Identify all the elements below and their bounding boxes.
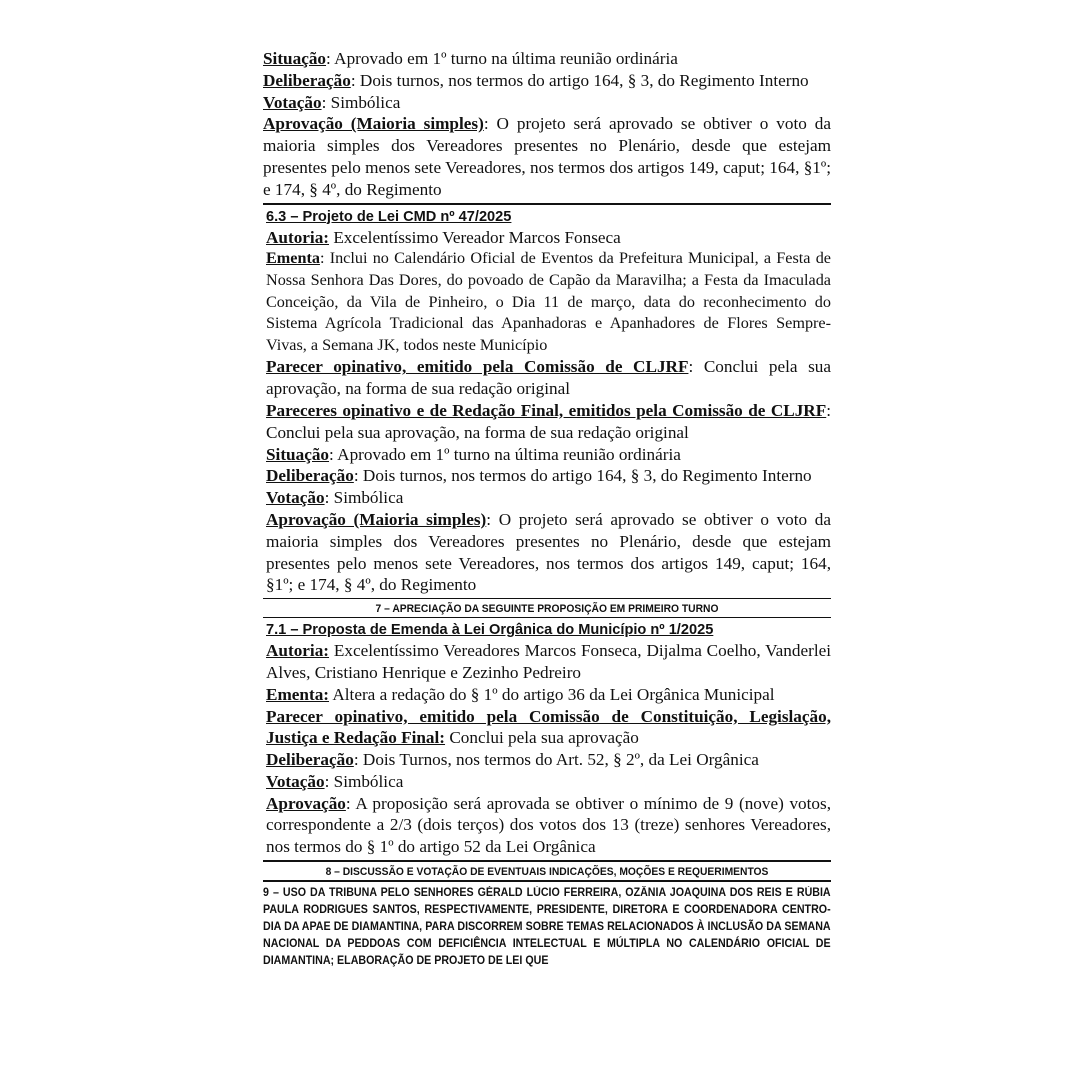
section-divider — [263, 860, 831, 862]
situacao-text: : Aprovado em 1º turno na última reunião ordinária — [329, 444, 681, 464]
aprovacao-text: : O projeto será aprovado se obtiver o voto da maioria simples dos Vereadores presentes no Plenário, desde que estejam presentes pelo menos sete Vereadores, nos termos dos artigos 149, caput; 164, §1º; e 174, § 4º, do Regimento — [263, 114, 831, 199]
ementa-text: : Inclui no Calendário Oficial de Eventos da Prefeitura Municipal, a Festa de Nossa Senhora Das Dores, do povoado de Capão da Maravilha; a Festa da Imaculada Conceição, da Vila de Pinheiro, o Dia 11 de março, data do reconhecimento do Sistema Agrícola Tradicional das Apanhadoras e Apanhadores de Flores Sempre-Vivas, a Semana JK, todos neste Município — [266, 249, 831, 354]
parecer-label: Parecer opinativo, emitido pela Comissão de CLJRF — [266, 357, 689, 377]
ementa-paragraph — [266, 248, 831, 356]
item-7-1-block — [263, 620, 831, 858]
aprovacao-paragraph — [266, 793, 831, 858]
pareceres-paragraph — [266, 400, 831, 444]
deliberacao-text: : Dois turnos, nos termos do artigo 164, § 3, do Regimento Interno — [353, 466, 812, 486]
aprovacao-paragraph — [266, 509, 831, 596]
autoria-label: Autoria: — [266, 641, 330, 661]
ementa-text: Altera a redação do § 1º do artigo 36 da Lei Orgânica Municipal — [329, 684, 775, 704]
deliberacao-text: : Dois Turnos, nos termos do Art. 52, § 2º, da Lei Orgânica — [353, 750, 759, 770]
votacao-label: Votação — [263, 92, 322, 112]
autoria-text: Excelentíssimo Vereadores Marcos Fonseca, Dijalma Coelho, Vanderlei Alves, Cristiano Henrique e Zezinho Pedreiro — [266, 641, 831, 682]
aprovacao-paragraph — [263, 113, 831, 200]
section-divider — [263, 598, 831, 599]
votacao-paragraph — [266, 771, 831, 793]
votacao-text: : Simbólica — [324, 488, 404, 508]
situacao-label: Situação — [266, 444, 330, 464]
section-8-title: 8 – DISCUSSÃO E VOTAÇÃO DE EVENTUAIS INDICAÇÕES, MOÇÕES E REQUERIMENTOS — [325, 866, 769, 879]
section-divider — [263, 617, 831, 618]
parecer-text: Conclui pela sua aprovação — [445, 728, 639, 748]
autoria-text: Excelentíssimo Vereador Marcos Fonseca — [329, 227, 621, 247]
parecer-label: Parecer opinativo, emitido pela Comissão de Constituição, Legislação, Justiça e Redação Final: — [266, 706, 831, 748]
votacao-label: Votação — [266, 488, 325, 508]
previous-item-block — [263, 48, 831, 201]
situacao-label: Situação — [263, 49, 327, 68]
parecer-text: : Conclui pela sua aprovação, na forma de sua redação original — [266, 357, 831, 399]
aprovacao-text: : O projeto será aprovado se obtiver o voto da maioria simples dos Vereadores presentes no Plenário, desde que estejam presentes pelo menos sete Vereadores, nos termos dos artigos 149, caput; 164, §1º; e 174, § 4º, do Regimento — [266, 509, 831, 595]
situacao-text: : Aprovado em 1º turno na última reunião ordinária — [326, 49, 678, 68]
votacao-label: Votação — [266, 771, 325, 791]
deliberacao-label: Deliberação — [266, 466, 354, 486]
autoria-paragraph — [266, 227, 831, 249]
votacao-text: : Simbólica — [321, 92, 401, 112]
deliberacao-label: Deliberação — [266, 750, 354, 770]
deliberacao-paragraph — [266, 749, 831, 771]
parecer-paragraph — [266, 706, 831, 750]
aprovacao-label: Aprovação (Maioria simples) — [266, 509, 487, 529]
section-9-text: 9 – USO DA TRIBUNA PELO SENHORES GÉRALD LÚCIO FERREIRA, OZÂNIA JOAQUINA DOS REIS E RÚBIA PAULA RODRIGUES SANTOS, RESPECTIVAMENTE, PRESIDENTE, DIRETORA E COORDENADORA CENTRO-DIA DA APAE DE DIAMANTINA, PARA DISCORREM SOBRE TEMAS RELACIONADOS À INCLUSÃO DA SEMANA NACIONAL DA PEDDOAS COM DEFICIÊNCIA INTELECTUAL E MÚLTIPLA NO CALENDÁRIO OFICIAL DE DIAMANTINA; ELABORAÇÃO DE PROJETO DE LEI QUE — [263, 886, 831, 968]
aprovacao-label: Aprovação — [266, 793, 346, 813]
votacao-text: : Simbólica — [324, 771, 404, 791]
deliberacao-label: Deliberação — [263, 70, 351, 90]
section-7-title: 7 – APRECIAÇÃO DA SEGUINTE PROPOSIÇÃO EM PRIMEIRO TURNO — [375, 603, 719, 616]
aprovacao-label: Aprovação (Maioria simples) — [263, 114, 484, 134]
deliberacao-text: : Dois turnos, nos termos do artigo 164, § 3, do Regimento Interno — [350, 70, 809, 90]
deliberacao-paragraph — [266, 465, 831, 487]
autoria-paragraph — [266, 640, 831, 684]
ementa-label: Ementa: — [266, 684, 330, 704]
situacao-paragraph — [263, 48, 831, 70]
votacao-paragraph — [266, 487, 831, 509]
ementa-paragraph — [266, 684, 831, 706]
document-column — [263, 48, 831, 969]
parecer-paragraph — [266, 356, 831, 400]
autoria-label: Autoria: — [266, 227, 330, 247]
section-divider — [263, 880, 831, 882]
section-divider — [263, 203, 831, 205]
ementa-label: Ementa — [266, 249, 320, 268]
situacao-paragraph — [266, 444, 831, 466]
votacao-paragraph — [263, 92, 831, 114]
pareceres-label: Pareceres opinativo e de Redação Final, emitidos pela Comissão de CLJRF — [266, 400, 827, 420]
item-7-1-heading: 7.1 – Proposta de Emenda à Lei Orgânica do Município nº 1/2025 — [266, 622, 714, 639]
pareceres-text: : Conclui pela sua aprovação, na forma de sua redação original — [266, 400, 831, 442]
deliberacao-paragraph — [263, 70, 831, 92]
aprovacao-text: : A proposição será aprovada se obtiver o mínimo de 9 (nove) votos, correspondente a 2/3 (dois terços) dos votos dos 13 (treze) senhores Vereadores, nos termos do § 1º do artigo 52 da Lei Orgânica — [266, 793, 831, 857]
item-6-3-block — [263, 207, 831, 597]
item-6-3-heading: 6.3 – Projeto de Lei CMD nº 47/2025 — [266, 208, 512, 225]
